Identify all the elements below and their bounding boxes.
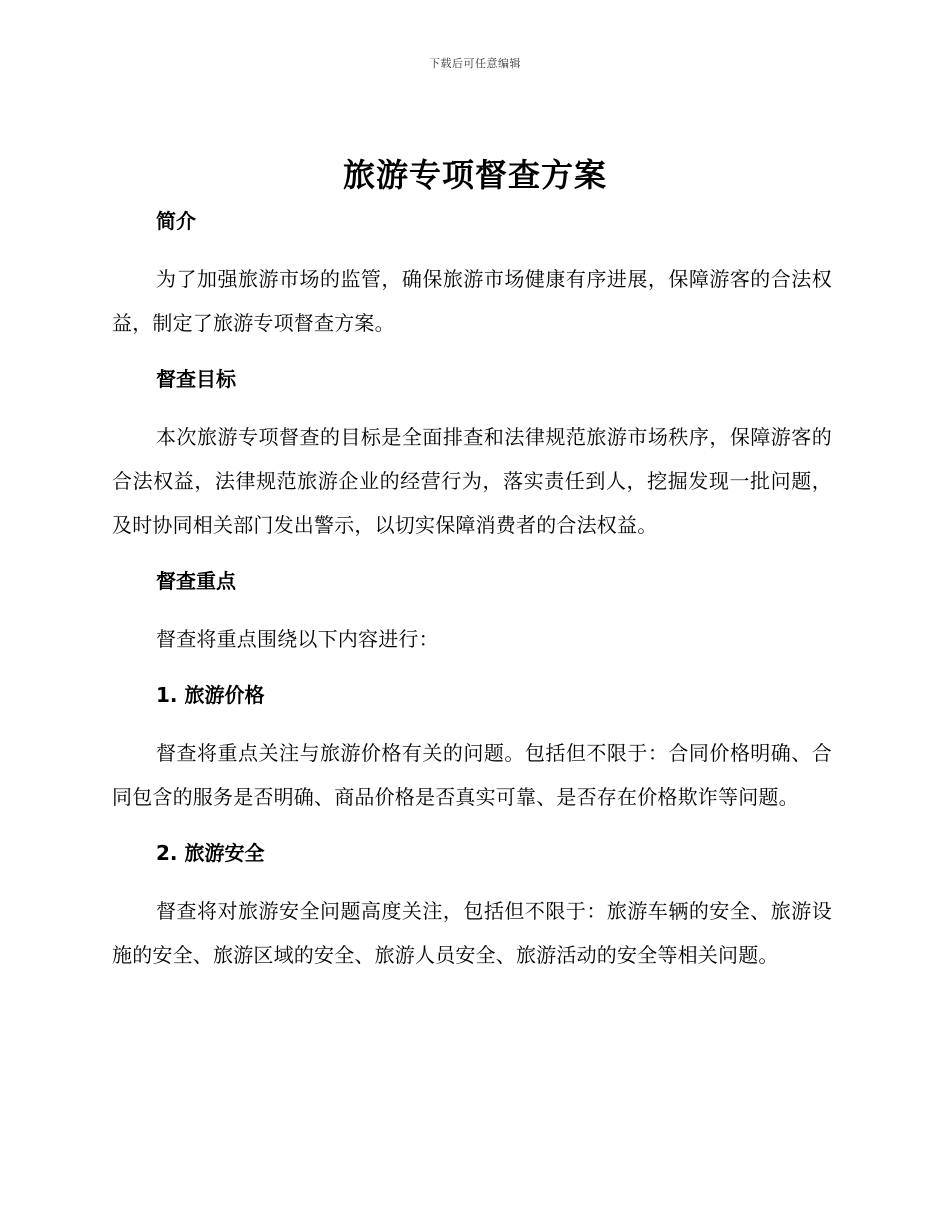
section-paragraph-goals: 本次旅游专项督查的目标是全面排查和法律规范旅游市场秩序，保障游客的合法权益，法律规范旅游企业的经营行为，落实责任到人，挖掘发现一批问题，及时协同相关部门发出警示，以切实保障消费者的合法权益。 (112, 425, 832, 537)
section-heading-goals: 督查目标 (156, 367, 236, 391)
section-paragraph-focus: 督查将重点围绕以下内容进行： (156, 627, 439, 651)
header-note: 下载后可任意编辑 (429, 57, 521, 70)
document-body (112, 205, 832, 977)
section-paragraph-safety: 督查将对旅游安全问题高度关注，包括但不限于：旅游车辆的安全、旅游设施的安全、旅游区域的安全、旅游人员安全、旅游活动的安全等相关问题。 (112, 899, 832, 967)
document-title: 旅游专项督查方案 (342, 156, 607, 194)
section-paragraph-intro: 为了加强旅游市场的监管，确保旅游市场健康有序进展，保障游客的合法权益，制定了旅游专项督查方案。 (112, 267, 832, 335)
section-heading-price: 1. 旅游价格 (156, 683, 265, 707)
section-paragraph-price: 督查将重点关注与旅游价格有关的问题。包括但不限于：合同价格明确、合同包含的服务是否明确、商品价格是否真实可靠、是否存在价格欺诈等问题。 (112, 741, 832, 809)
section-heading-focus: 督查重点 (156, 569, 236, 593)
section-heading-intro: 简介 (156, 209, 196, 233)
section-heading-safety: 2. 旅游安全 (156, 841, 265, 865)
